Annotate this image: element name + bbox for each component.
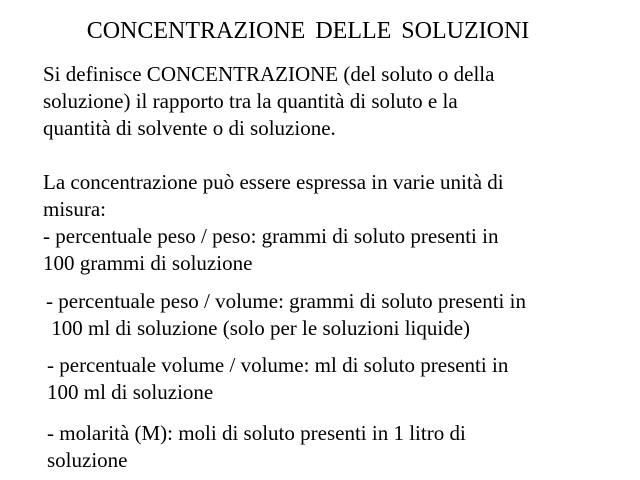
units-intro-line: La concentrazione può essere espressa in varie unità di [43, 170, 504, 194]
definition-line: Si definisce CONCENTRAZIONE (del soluto o della [43, 62, 495, 86]
weight-weight-item: 100 grammi di soluzione [43, 251, 253, 275]
slide-title: CONCENTRAZIONE DELLE SOLUZIONI [86, 18, 530, 44]
weight-volume-line: 100 ml di soluzione (solo per le soluzioni liquide) [46, 316, 471, 340]
molarity-item [47, 420, 466, 474]
weight-volume-line: - percentuale peso / volume: grammi di soluto presenti in [46, 289, 526, 313]
units-intro-line: misura: [43, 197, 106, 221]
molarity-line: soluzione [47, 448, 128, 472]
units-intro-paragraph [43, 169, 504, 277]
volume-volume-line: 100 ml di soluzione [47, 380, 214, 404]
volume-volume-item [47, 352, 508, 406]
weight-weight-item: - percentuale peso / peso: grammi di soluto presenti in [43, 224, 499, 248]
definition-line: quantità di solvente o di soluzione. [43, 116, 336, 140]
volume-volume-line: - percentuale volume / volume: ml di soluto presenti in [47, 353, 509, 377]
weight-volume-item [46, 288, 526, 342]
definition-line: soluzione) il rapporto tra la quantità di soluto e la [43, 89, 458, 113]
molarity-line: - molarità (M): moli di soluto presenti in 1 litro di [47, 421, 466, 445]
definition-paragraph [43, 61, 494, 142]
